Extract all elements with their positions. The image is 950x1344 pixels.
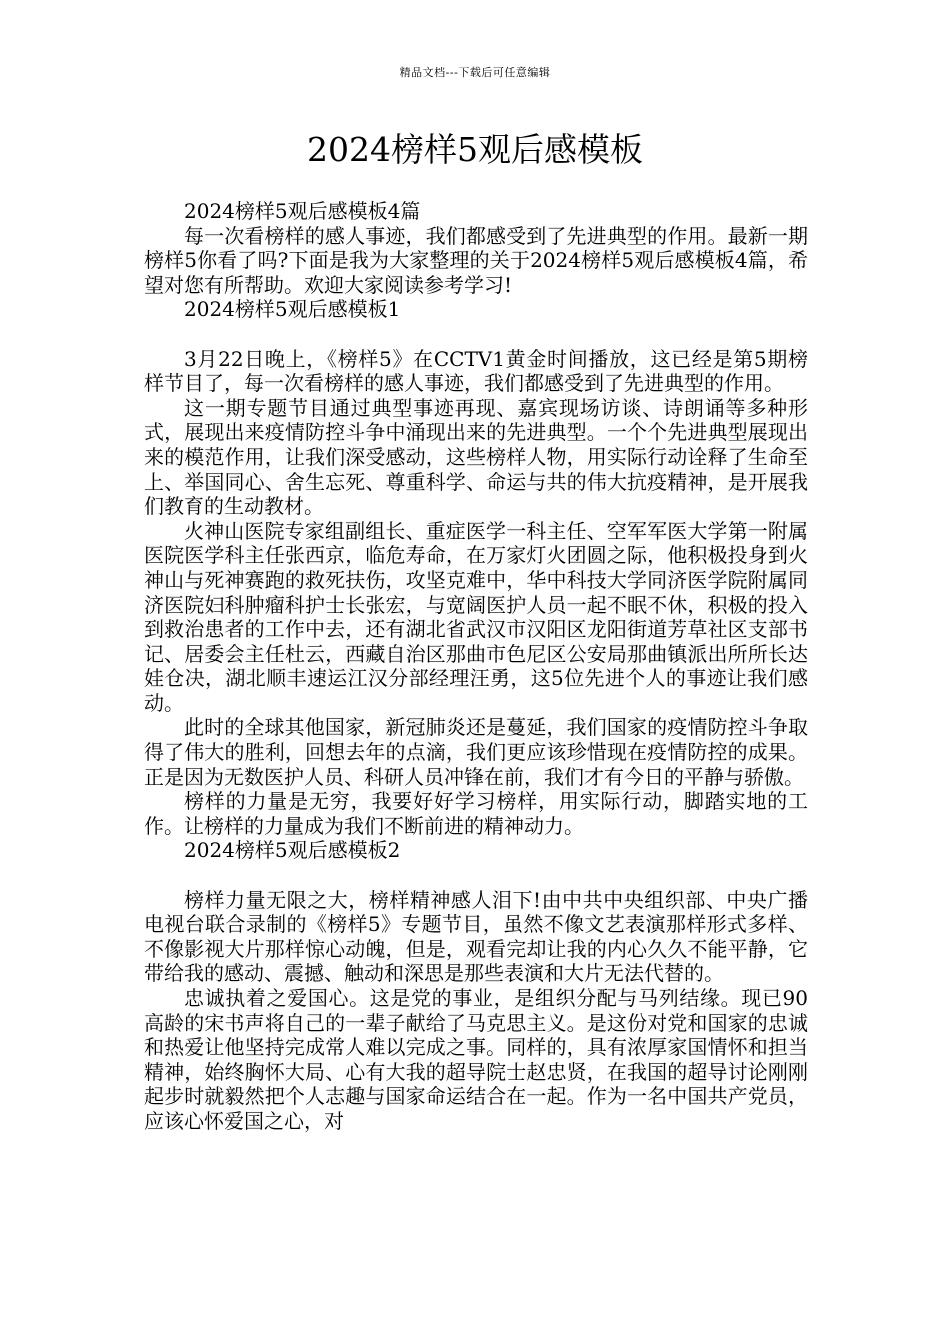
paragraph: 榜样的力量是无穷，我要好好学习榜样，用实际行动，脚踏实地的工作。让榜样的力量成为我们不断前进的精神动力。 [144,789,808,838]
subtitle-line: 2024榜样5观后感模板4篇 [184,199,421,223]
paragraph: 忠诚执着之爱国心。这是党的事业，是组织分配与马列结缘。现已90高龄的宋书声将自己的一辈子献给了马克思主义。是这份对党和国家的忠诚和热爱让他坚持完成常人难以完成之事。同样的，具有浓厚家国情怀和担当精神，始终胸怀大局、心有大我的超导院士赵忠贤，在我国的超导讨论刚刚起步时就毅然把个人志趣与国家命运结合在一起。作为一名中国共产党员，应该心怀爱国之心，对 [144,986,808,1133]
paragraph: 这一期专题节目通过典型事迹再现、嘉宾现场访谈、诗朗诵等多种形式，展现出来疫情防控斗争中涌现出来的先进典型。一个个先进典型展现出来的模范作用，让我们深受感动，这些榜样人物，用实际行动诠释了生命至上、举国同心、舍生忘死、尊重科学、命运与共的伟大抗疫精神，是开展我们教育的生动教材。 [144,395,808,519]
blank-line [144,322,808,347]
paragraph: 火神山医院专家组副组长、重症医学一科主任、空军军医大学第一附属医院医学科主任张西京，临危寿命，在万家灯火团圆之际，他积极投身到火神山与死神赛跑的救死扶伤，攻坚克难中，华中科技大学同济医学院附属同济医院妇科肿瘤科护士长张宏，与宽阔医护人员一起不眠不休，积极的投入到救治患者的工作中去，还有湖北省武汉市汉阳区龙阳街道芳草社区支部书记、居委会主任杜云，西藏自治区那曲市色尼区公安局那曲镇派出所所长达娃仓决，湖北顺丰速运江汉分部经理汪勇，这5位先进个人的事迹让我们感动。 [144,518,808,715]
section-heading-1: 2024榜样5观后感模板1 [184,297,401,322]
page-header: 精品文档---下载后可任意编辑 [399,66,551,79]
paragraph: 此时的全球其他国家，新冠肺炎还是蔓延，我们国家的疫情防控斗争取得了伟大的胜利，回想去年的点滴，我们更应该珍惜现在疫情防控的成果。正是因为无数医护人员、科研人员冲锋在前，我们才有今日的平静与骄傲。 [144,715,808,789]
blank-line [144,863,808,888]
paragraph: 榜样力量无限之大，榜样精神感人泪下!由中共中央组织部、中央广播电视台联合录制的《榜样5》专题节目，虽然不像文艺表演那样形式多样、不像影视大片那样惊心动魄，但是，观看完却让我的内心久久不能平静，它带给我的感动、震撼、触动和深思是那些表演和大片无法代替的。 [144,887,808,986]
document-title: 2024榜样5观后感模板 [307,130,643,169]
document-body [144,199,808,1134]
section-heading-2: 2024榜样5观后感模板2 [184,838,401,863]
intro-paragraph: 每一次看榜样的感人事迹，我们都感受到了先进典型的作用。最新一期榜样5你看了吗?下面是我为大家整理的关于2024榜样5观后感模板4篇，希望对您有所帮助。欢迎大家阅读参考学习! [144,223,808,297]
paragraph: 3月22日晚上，《榜样5》在CCTV1黄金时间播放，这已经是第5期榜样节目了，每一次看榜样的感人事迹，我们都感受到了先进典型的作用。 [144,346,808,396]
